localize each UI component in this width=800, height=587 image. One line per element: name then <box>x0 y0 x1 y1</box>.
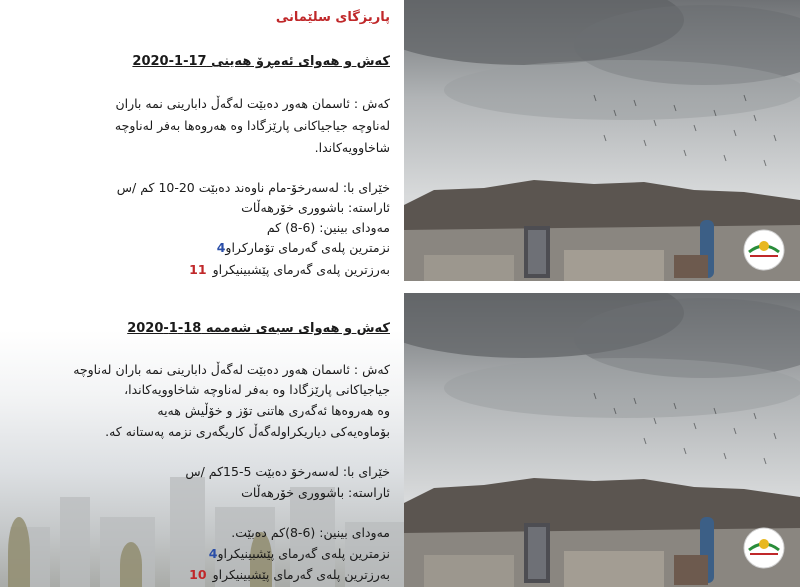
day2-weather-line: وە هەروەها ئەگەری هاتنی تۆز و خۆڵیش هەیە <box>157 403 390 418</box>
day1-visibility: مەودای بینین: (6-8) کم <box>266 220 390 235</box>
day1-wind-direction: ئاراستە: باشووری خۆرهەڵات <box>241 200 390 215</box>
day1-weather-line: لەناوچە جیاجیاکانی پارێزگادا وە هەروەها بەفر لەناوچە <box>114 118 390 133</box>
day1-max-temp-label: بەرزترین پلەی گەرمای پێشبینیکراو <box>212 262 390 277</box>
day2-weather-line: جیاجیاکانی پارێزگادا وە بەفر لەناوچە شاخاوویەکاندا، <box>124 382 390 397</box>
day1-weather-line: شاخاوویەکاندا. <box>314 140 390 155</box>
weather-photo-tomorrow <box>404 293 800 587</box>
day2-min-temp-label: نزمترین پلەی گەرمای پێشبینیکراو <box>217 546 390 561</box>
day2-wind-direction: ئاراستە: باشووری خۆرهەڵات <box>241 485 390 500</box>
day1-min-temp <box>217 240 390 255</box>
day2-max-temp <box>189 567 390 582</box>
day1-heading: کەش و هەوای ئەمڕۆ هەینی 17-1-2020 <box>132 54 390 69</box>
page-title: پاریزگای سلێمانی <box>275 10 390 25</box>
day1-weather-line: کەش : ئاسمان هەور دەبێت لەگەڵ دابارینی نمە باران <box>115 96 390 111</box>
day2-wind-speed: خێرای با: لەسەرخۆ دەبێت 5-15کم /س <box>185 464 390 479</box>
day1-min-temp-value: 4 <box>216 240 226 255</box>
day1-max-temp-value: 11 <box>189 262 207 277</box>
day2-min-temp-value: 4 <box>208 546 218 561</box>
day2-max-temp-label: بەرزترین پلەی گەرمای پێشبینیکراو <box>212 567 390 582</box>
meteorology-logo-icon <box>744 230 784 270</box>
day2-weather-line: کەش : ئاسمان هەور دەبێت لەگەڵ دابارینی نمە باران لەناوچە <box>73 362 390 377</box>
day2-visibility: مەودای بینین: (6-8)کم دەبێت. <box>231 525 390 540</box>
weather-photo-today <box>404 0 800 281</box>
day2-min-temp <box>209 546 390 561</box>
day1-wind-speed: خێرای با: لەسەرخۆ-مام ناوەند دەبێت 20-10 کم /س <box>116 180 390 195</box>
day2-heading: کەش و هەوای سبەی شەممە 18-1-2020 <box>127 321 390 336</box>
meteorology-logo-icon <box>744 528 784 568</box>
day2-weather-line: بۆماوەیەکی دیاریکراولەگەڵ کاریگەری نزمە پەستانە کە. <box>105 424 390 439</box>
day2-max-temp-value: 10 <box>189 567 207 582</box>
day1-min-temp-label: نزمترین پلەی گەرمای تۆمارکراو <box>225 240 390 255</box>
day1-max-temp <box>189 262 390 277</box>
